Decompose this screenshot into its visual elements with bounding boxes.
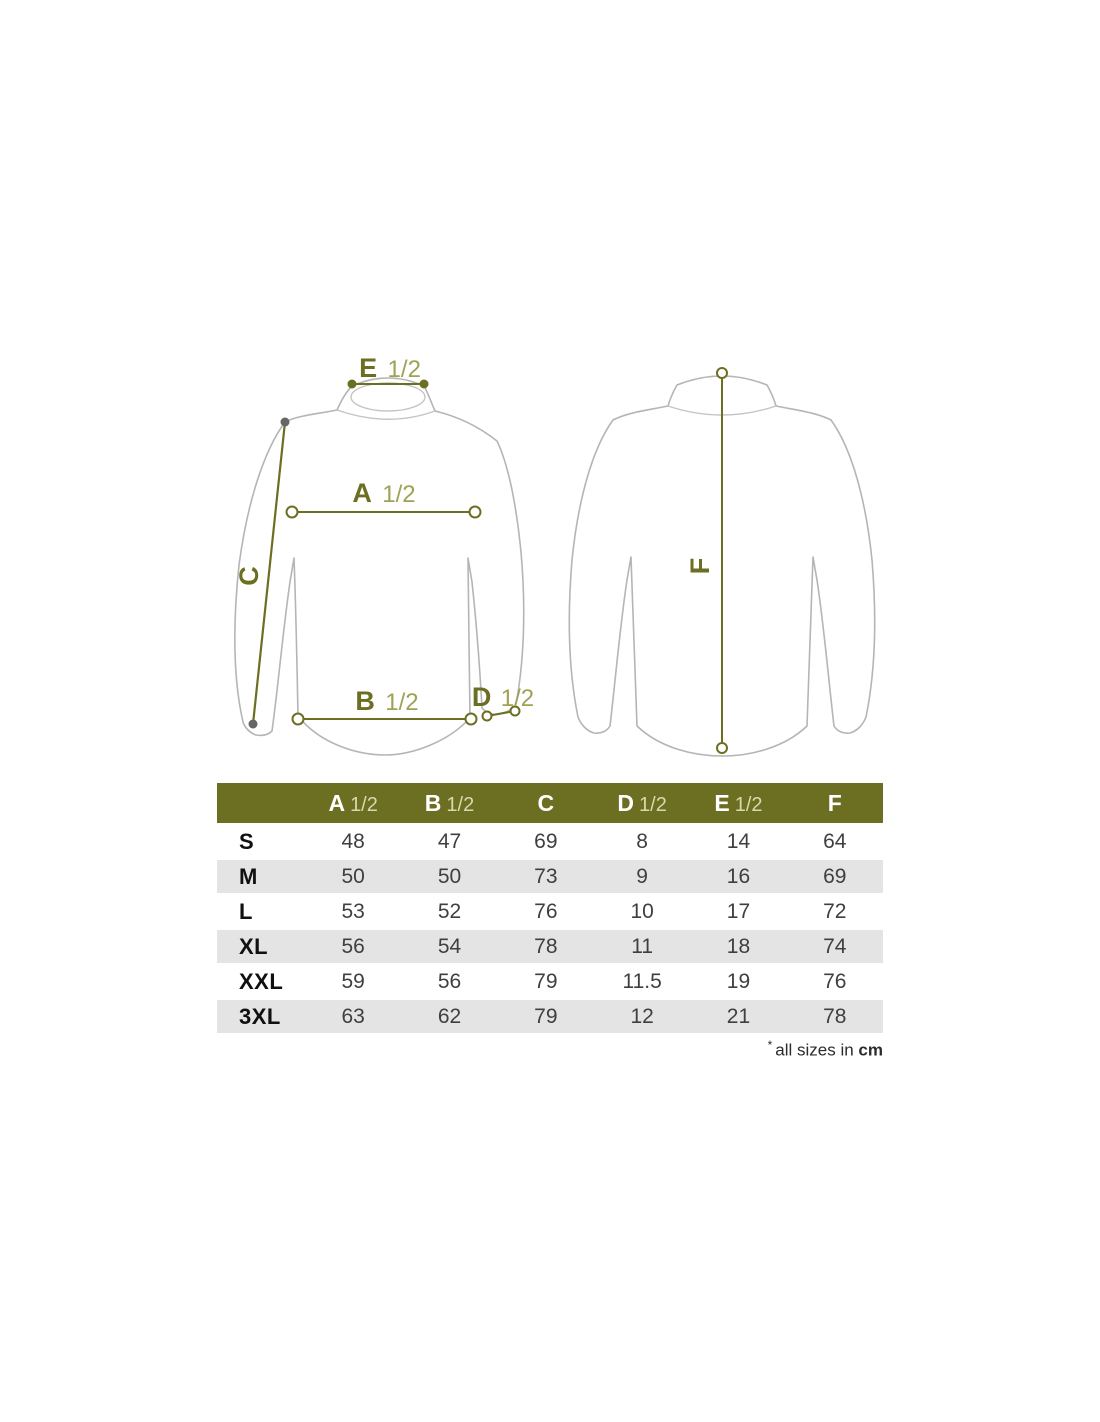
- column-letter: C: [537, 789, 555, 816]
- measure-label-E: E 1/2: [359, 353, 421, 383]
- measurement-value: 50: [437, 864, 462, 888]
- measurement-value: 73: [534, 864, 558, 888]
- measurement-value: 74: [823, 934, 847, 958]
- measurement-value: 19: [726, 969, 751, 993]
- footnote-text: all sizes in: [775, 1040, 854, 1060]
- size-label: L: [239, 898, 253, 924]
- measurement-value: 9: [636, 864, 648, 888]
- measurement-value: 72: [823, 899, 847, 923]
- measure-circle-F-bottom: [717, 743, 727, 753]
- measure-circle-D-left: [483, 712, 492, 721]
- measurement-value: 69: [534, 829, 558, 853]
- column-letter: A: [328, 789, 346, 816]
- measurement-value: 54: [437, 934, 462, 958]
- column-letter: B: [424, 789, 442, 816]
- measure-circle-A-right: [470, 507, 481, 518]
- measure-label-C: C: [234, 566, 264, 586]
- column-fraction: 1/2: [734, 793, 763, 816]
- column-header: [594, 790, 690, 817]
- size-table-header: [217, 783, 883, 823]
- column-fraction: 1/2: [446, 793, 475, 816]
- table-row: [217, 930, 883, 963]
- column-fraction: 1/2: [350, 793, 378, 816]
- measurement-diagram: [200, 340, 900, 780]
- size-table-body: [217, 825, 883, 1033]
- measurement-value: 78: [534, 934, 558, 958]
- measure-circle-B-left: [293, 714, 304, 725]
- measurement-value: 79: [534, 969, 558, 993]
- column-header: [305, 790, 401, 817]
- measure-dot-C-top: [281, 418, 290, 427]
- column-letter: E: [714, 789, 730, 816]
- measurement-value: 14: [726, 829, 751, 853]
- measurement-value: 76: [534, 899, 558, 923]
- measure-label-A: A 1/2: [352, 478, 416, 508]
- size-table: [217, 783, 883, 1035]
- size-label: XL: [239, 933, 269, 959]
- measure-label-B: B 1/2: [355, 686, 419, 716]
- measurement-value: 76: [823, 969, 847, 993]
- size-label: S: [239, 828, 255, 854]
- size-label: 3XL: [239, 1003, 281, 1029]
- size-label: XXL: [239, 968, 284, 994]
- table-row: [217, 825, 883, 858]
- column-header: [498, 790, 594, 817]
- measurement-value: 12: [630, 1004, 654, 1028]
- table-row: [217, 965, 883, 998]
- table-row: [217, 1000, 883, 1033]
- measurement-value: 50: [341, 864, 365, 888]
- measure-circle-B-right: [466, 714, 477, 725]
- measure-dot-E-left: [348, 380, 357, 389]
- measurement-value: 48: [341, 829, 365, 853]
- size-label: M: [239, 863, 258, 889]
- measurement-value: 69: [823, 864, 847, 888]
- measure-label-D: D 1/2: [471, 682, 535, 712]
- measurement-value: 64: [823, 829, 847, 853]
- measurement-value: 21: [726, 1004, 751, 1028]
- measure-circle-F-top: [717, 368, 727, 378]
- column-header: [690, 790, 786, 817]
- table-row: [217, 860, 883, 893]
- column-fraction: 1/2: [639, 793, 667, 816]
- measurement-value: 17: [726, 899, 751, 923]
- front-jacket: [234, 353, 534, 755]
- measurement-value: 79: [534, 1004, 558, 1028]
- measurement-value: 59: [341, 969, 365, 993]
- measurement-value: 53: [341, 899, 365, 923]
- measurement-value: 56: [341, 934, 365, 958]
- footnote-asterisk: *: [767, 1038, 773, 1052]
- measurement-value: 18: [726, 934, 751, 958]
- column-header: [787, 790, 883, 817]
- column-letter: F: [827, 789, 842, 816]
- measure-dot-C-bottom: [249, 720, 258, 729]
- column-letter: D: [617, 789, 635, 816]
- measurement-value: 56: [437, 969, 462, 993]
- measurement-value: 8: [636, 829, 648, 853]
- measurement-value: 16: [726, 864, 751, 888]
- footnote-unit: cm: [858, 1040, 883, 1060]
- measure-circle-A-left: [287, 507, 298, 518]
- measurement-value: 47: [437, 829, 462, 853]
- footnote: [217, 1038, 883, 1061]
- measurement-value: 10: [630, 899, 654, 923]
- back-jacket: [569, 368, 874, 756]
- measurement-value: 63: [341, 1004, 365, 1028]
- measure-label-F: F: [685, 557, 715, 575]
- measurement-value: 62: [437, 1004, 462, 1028]
- measurement-value: 11.5: [622, 969, 662, 993]
- measurement-value: 78: [823, 1004, 847, 1028]
- measurement-value: 11: [631, 934, 654, 958]
- measurement-value: 52: [437, 899, 462, 923]
- column-header: [401, 790, 497, 817]
- table-row: [217, 895, 883, 928]
